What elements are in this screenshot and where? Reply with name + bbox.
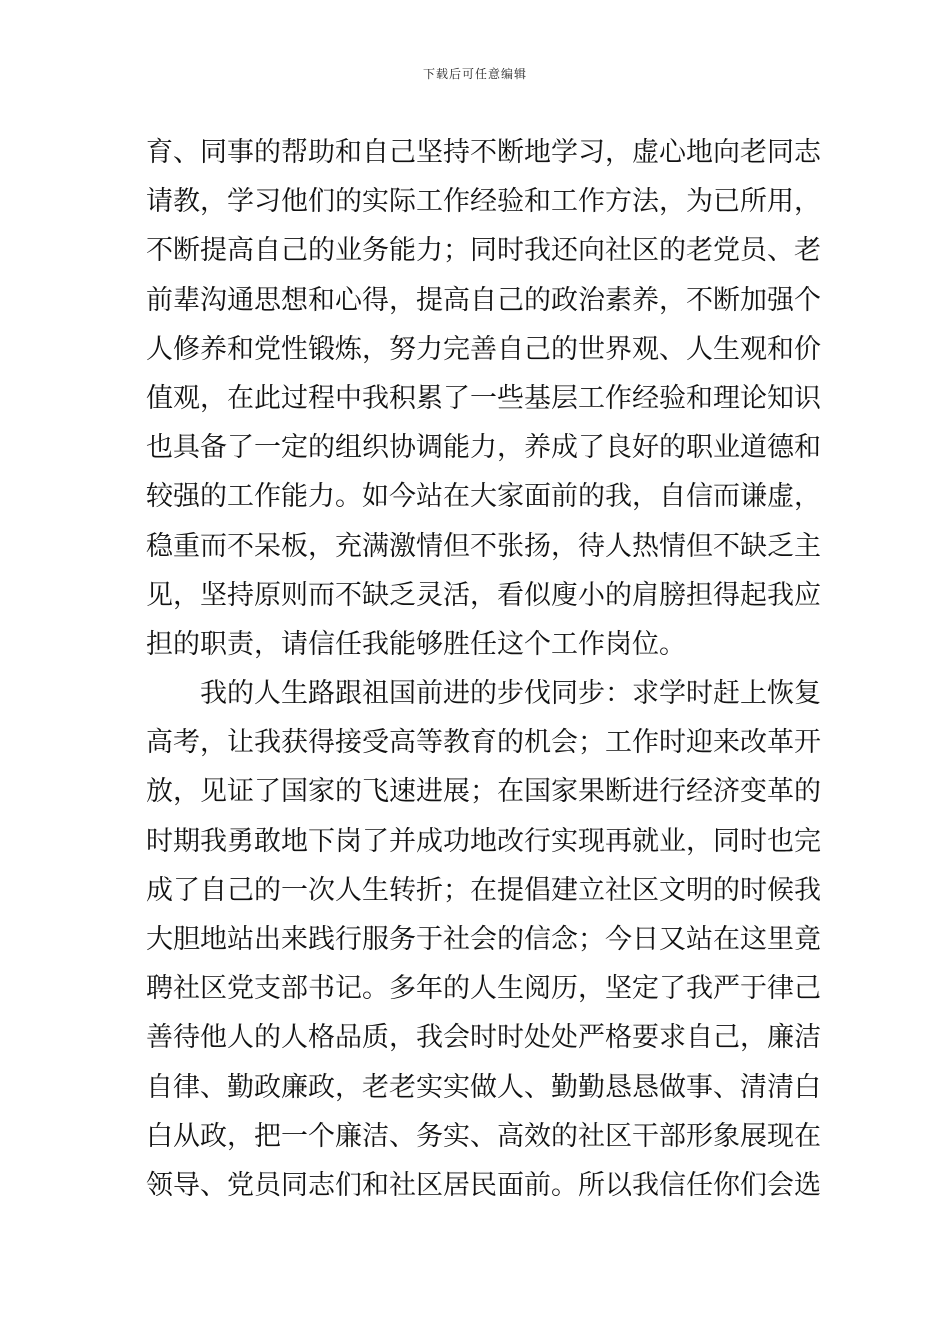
- text-line: 育、同事的帮助和自己坚持不断地学习，虚心地向老同志: [146, 137, 821, 168]
- text-line: 不断提高自己的业务能力；同时我还向社区的老党员、老: [146, 235, 821, 267]
- text-line: 请教，学习他们的实际工作经验和工作方法，为已所用，: [146, 186, 821, 218]
- text-line: 较强的工作能力。如今站在大家面前的我，自信而谦虚，: [146, 481, 821, 513]
- text-line: 高考，让我获得接受高等教育的机会；工作时迎来改革开: [146, 727, 821, 759]
- text-line: 人修养和党性锻炼，努力完善自己的世界观、人生观和价: [146, 333, 821, 365]
- text-line: 放，见证了国家的飞速进展；在国家果断进行经济变革的: [146, 776, 821, 808]
- text-line: 聘社区党支部书记。多年的人生阅历，坚定了我严于律己: [146, 973, 821, 1005]
- text-line: 时期我勇敢地下岗了并成功地改行实现再就业，同时也完: [146, 825, 821, 857]
- text-line: 也具备了一定的组织协调能力，养成了良好的职业道德和: [146, 432, 821, 464]
- text-line: 领导、党员同志们和社区居民面前。所以我信任你们会选: [146, 1169, 821, 1201]
- text-line: 前辈沟通思想和心得，提高自己的政治素养，不断加强个: [146, 284, 821, 316]
- text-line: 大胆地站出来践行服务于社会的信念；今日又站在这里竟: [146, 924, 821, 955]
- body-text: [146, 128, 821, 1210]
- text-line: 值观，在此过程中我积累了一些基层工作经验和理论知识: [146, 382, 821, 414]
- text-line: 成了自己的一次人生转折；在提倡建立社区文明的时候我: [146, 874, 821, 906]
- text-line: 见，坚持原则而不缺乏灵活，看似廋小的肩膀担得起我应: [146, 579, 821, 611]
- text-line: 自律、勤政廉政，老老实实做人、勤勤恳恳做事、清清白: [146, 1071, 821, 1103]
- paragraph-end-line: 担的职责，请信任我能够胜任这个工作岗位。: [146, 628, 686, 660]
- text-line: 稳重而不呆板，充满激情但不张扬，待人热情但不缺乏主: [146, 530, 821, 562]
- header-note: 下载后可任意编辑: [422, 67, 527, 81]
- text-line: 善待他人的人格品质，我会时时处处严格要求自己，廉洁: [146, 1022, 821, 1054]
- text-line: 白从政，把一个廉洁、务实、高效的社区干部形象展现在: [146, 1120, 821, 1152]
- paragraph-start-line: 我的人生路跟祖国前进的步伐同步：求学时赶上恢复: [200, 678, 821, 710]
